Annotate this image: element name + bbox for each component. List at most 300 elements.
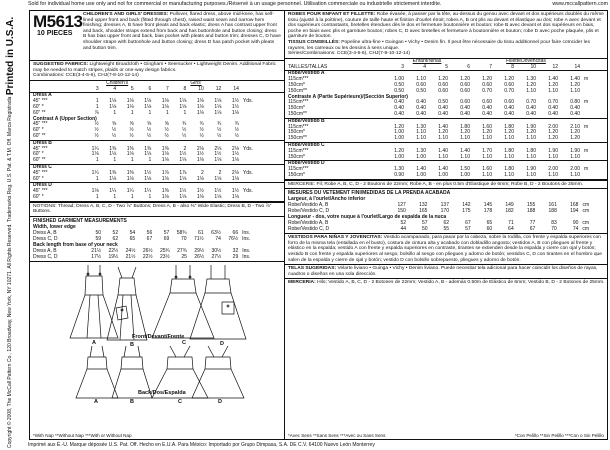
- notions-text: NOTIONS: Thread; Dress A, B, C, D - Two ⅞" Buttons; Dress A, B - also ⅜" Wide Elastic; Dress B, D - Two ⅞" Buttons.: [33, 203, 272, 215]
- yardage-value: 1.10: [570, 87, 580, 94]
- yardage-value: 1⅛: [179, 103, 187, 110]
- yardage-value: ½: [205, 134, 223, 140]
- fabric-width: 45" ***: [33, 145, 48, 152]
- unit: Yds.: [242, 145, 253, 152]
- size-header: 4: [100, 87, 118, 93]
- yardage-value: 1.80: [460, 123, 470, 130]
- fabric-width: 60" **: [30, 134, 82, 140]
- yardage-value: ⅝: [147, 121, 152, 128]
- yardage-value: 1.20: [394, 123, 404, 130]
- measurement-value: 23½: [159, 253, 170, 260]
- unit: Yds.: [242, 169, 253, 176]
- yardage-value: 0.70: [482, 87, 492, 94]
- yardage-value: 1⅛: [214, 103, 222, 110]
- label-back-d: D: [218, 398, 222, 405]
- merceria-text: Hilo; Vestido A, B, C, D - 2 Botones de 22mm; Vestido A, B - además 0.50m de Elástico de 6mm; Vestido B, D - 2 Botones de 25mm.: [317, 280, 605, 286]
- measurement-value: 44: [400, 226, 406, 233]
- yardage-value: 1⅜: [161, 145, 169, 152]
- yardage-value: 1⅞: [161, 169, 169, 176]
- yardage-value: 1⅞: [179, 169, 187, 176]
- yardage-value: 1: [100, 158, 118, 164]
- measurement-label: Robe/Vestido C, D: [288, 226, 330, 233]
- yardage-value: 1.10: [515, 173, 537, 179]
- front-dress-d: [190, 265, 246, 339]
- yardage-row: [285, 173, 608, 179]
- yardage-value: 1.40: [416, 166, 426, 173]
- fabric-width: 45" ***: [33, 98, 48, 105]
- measurement-value: 19½: [108, 253, 119, 260]
- yardage-value: 0.60: [438, 81, 448, 88]
- measurement-value: 58¾: [176, 229, 187, 236]
- tissus-text: Popeline ultra-fine • Guingan • Vichy • Denim fin. Il peut être nécessaire du tissu additionnel pour faire coïncider les rayures, les carreaux ou les dessins à sens unique.: [288, 39, 590, 51]
- yardage-value: 1⅜: [126, 169, 134, 176]
- label-front-a: A: [92, 339, 96, 346]
- size-header: 7: [471, 65, 493, 71]
- yardage-value: 1⅛: [100, 177, 118, 183]
- childrens-label: Children's: [106, 79, 129, 86]
- measurement-value: 29: [232, 253, 239, 260]
- yardage-value: ½: [111, 127, 117, 134]
- nap-legend: *With Nap **Without Nap ***With or Without Nap: [33, 433, 132, 438]
- yardage-value: 1.60: [482, 123, 492, 130]
- suggested-fabrics: [30, 61, 284, 81]
- yardage-value: 1.00: [405, 155, 427, 161]
- mesures-title: MESURES DU VETEMENT FINI/MEDIDAS DE LA PRENDA ACABADA: [288, 190, 451, 197]
- yardage-value: 1.10: [559, 173, 581, 179]
- measurement-row: [288, 226, 605, 232]
- fabric-width: 60" **: [30, 158, 82, 164]
- fabric-width: 150cm**: [288, 87, 307, 94]
- yardage-value: 1⅛: [117, 177, 135, 183]
- yardage-value: ⅝: [164, 121, 169, 128]
- measurement-label: Robe/Vestido A, B: [288, 220, 329, 227]
- measurement-label: Robe/Vestido C, D: [288, 208, 330, 215]
- yardage-value: 1⅛: [214, 109, 222, 116]
- yardage-value: 1.10: [449, 155, 471, 161]
- yardage-value: 1: [165, 109, 169, 116]
- measurement-value: 32: [232, 247, 239, 254]
- fabric-width: 150cm**: [285, 136, 383, 142]
- back-dress-d: [192, 346, 244, 398]
- yardage-value: 0.40: [482, 105, 492, 112]
- measurement-unit: Ins.: [242, 229, 251, 236]
- measurement-value: 188: [548, 208, 557, 215]
- view-heading: Robe/Vestido D: [288, 160, 325, 167]
- yardage-value: 1½: [231, 151, 239, 158]
- series-text: Séries/Combinaisons: CCE(3-4-5-6), CHJ(7-8-10-12-14): [288, 51, 411, 57]
- width-label: Width, lower edge: [33, 223, 76, 230]
- measurement-value: 27¾: [177, 247, 187, 254]
- yardage-value: 2.00: [548, 123, 558, 130]
- merceria: [285, 279, 608, 287]
- size-header: 14: [222, 87, 240, 93]
- size-header: 3: [383, 65, 405, 71]
- yardage-value: 0.90: [383, 173, 405, 179]
- yardage-value: 1.10: [405, 136, 427, 142]
- measurement-value: 50: [421, 226, 428, 233]
- yardage-value: 1⅛: [91, 188, 99, 195]
- yardage-value: 1½: [231, 103, 239, 110]
- fabric-width: 45" ***: [33, 188, 48, 195]
- measurement-value: 149: [505, 202, 514, 209]
- fabric-width: 150cm*: [285, 173, 383, 179]
- measurement-value: 22½: [108, 247, 119, 254]
- yardage-value: ½: [170, 134, 188, 140]
- measurement-value: 21½: [91, 247, 102, 254]
- yardage-value: ½: [100, 134, 118, 140]
- yardage-value: 1.50: [460, 166, 470, 173]
- measurement-value: 62: [443, 220, 450, 227]
- yardage-value: 1.00: [449, 173, 471, 179]
- measurement-label: Dress A, B: [33, 247, 57, 254]
- instruction-sheet: [29, 10, 608, 440]
- unit: m: [584, 76, 589, 83]
- yardage-value: 1⅛: [205, 195, 223, 201]
- measurement-value: 56: [146, 229, 153, 236]
- back-caption: Back/Dos/Espalda: [138, 389, 186, 396]
- yardage-value: 1⅛: [109, 151, 117, 158]
- yardage-value: 1⅛: [152, 195, 170, 201]
- longueur-label: Longueur - dos, votre nuque à l'ourlet/Largo de espalda de la nuca: [288, 214, 447, 221]
- fabric-width: 60" *: [30, 195, 82, 201]
- measurement-value: 25¾: [159, 247, 170, 254]
- yardage-value: 1.00: [394, 76, 404, 83]
- yardage-value: ¾: [234, 121, 239, 128]
- measurement-value: 63½: [211, 229, 221, 236]
- pieces-count: 10 PIECES: [37, 30, 73, 37]
- yardage-value: 1⅛: [196, 103, 204, 110]
- label-front-d: D: [220, 340, 224, 347]
- measurement-value: 145: [483, 202, 493, 209]
- yardage-value: 1.10: [471, 173, 493, 179]
- yardage-value: 0.40: [383, 112, 405, 118]
- measurement-value: 64: [508, 226, 514, 233]
- yardage-value: 1⅜: [126, 145, 134, 152]
- metric-table-wrap: [285, 58, 608, 180]
- yardage-value: ¾: [182, 121, 187, 128]
- fabric-width: 60" *: [30, 177, 82, 183]
- yardage-value: 1.40: [438, 166, 448, 173]
- yardage-value: ⅞: [94, 109, 99, 116]
- top-url[interactable]: www.mccallpattern.com: [552, 1, 608, 7]
- yardage-value: 1⅛: [187, 195, 205, 201]
- yardage-value: 1½: [196, 188, 204, 195]
- measurement-label: Dress C, D: [33, 253, 58, 260]
- size-header: 6: [449, 65, 471, 71]
- fabric-width: 150cm*: [288, 81, 305, 88]
- yardage-value: 1.40: [548, 76, 558, 83]
- measurement-value: 77: [529, 220, 536, 227]
- yardage-value: 1.20: [460, 129, 470, 136]
- fabric-width: 150cm**: [285, 112, 383, 118]
- yardage-value: 1½: [196, 151, 204, 158]
- yardage-value: 1: [82, 158, 100, 164]
- yardage-value: 1½: [214, 151, 222, 158]
- measurement-value: 27½: [211, 253, 222, 260]
- yardage-value: 1.00: [405, 173, 427, 179]
- yardage-value: 1¼: [91, 169, 99, 176]
- measurement-value: 142: [462, 202, 471, 209]
- yardage-value: 2⅛: [196, 145, 204, 152]
- yardage-value: 1: [130, 109, 134, 116]
- size-header: 8: [493, 65, 515, 71]
- size-header: 6: [135, 87, 153, 93]
- yardage-value: 1: [95, 103, 99, 110]
- unit: Yds.: [242, 188, 253, 195]
- measurement-value: 52: [112, 229, 119, 236]
- yardage-value: 0.80: [570, 99, 580, 106]
- label-back-b: B: [130, 398, 134, 405]
- yardage-value: 1.90: [548, 147, 558, 154]
- yardage-value: 1.20: [438, 129, 448, 136]
- measurement-unit: cm: [582, 226, 590, 233]
- yardage-value: 0.40: [394, 105, 404, 112]
- yardage-value: 1.20: [548, 81, 558, 88]
- measurement-value: 26½: [194, 253, 205, 260]
- description-text: Pullover, flared dress, above mid-knee, has self-lined upper front and back (fitted through chest), raised waist seam and narrow hem finishing; dresses A, B have front pleats and back elastic; dress A has contrast upper front and back, shoulder straps extend from back and has buttonhole and button closing; dress B has bias upper front and back, bias pocket with pleats and button trim; dresses C, D have shoulder straps with buttonhole and button closing; dress D has patch pocket with pleats and button trim.: [83, 12, 281, 51]
- yardage-value: 1.80: [526, 147, 536, 154]
- spanish-description: [285, 234, 608, 265]
- yardage-value: ⅝: [129, 121, 134, 128]
- mercerie-text: MERCERIE: Fil; Robe A, B, C, D - 2 Boutons de 22mm; Robe A, B - en plus 0.5m d'Élastique de 6mm; Robe B, D - 2 Boutons de 25mm.: [288, 181, 584, 187]
- measurement-value: 24½: [125, 247, 136, 254]
- measurement-unit: cm: [582, 208, 590, 215]
- measurement-row: [33, 254, 281, 260]
- pattern-code: M5613: [33, 12, 83, 31]
- measurement-value: 65: [129, 235, 136, 242]
- yardage-value: 1.80: [504, 123, 514, 130]
- yardage-value: 0.40: [526, 105, 536, 112]
- yardage-value: 0.60: [504, 99, 514, 106]
- yardage-value: 0.40: [559, 112, 581, 118]
- metric-yardage-table: [285, 59, 608, 180]
- yardage-value: 1.40: [438, 147, 448, 154]
- yardage-value: 0.70: [526, 99, 536, 106]
- yardage-value: 1.20: [504, 76, 514, 83]
- yardage-value: ½: [199, 127, 204, 134]
- yardage-value: 1.40: [570, 76, 580, 83]
- fabric-width: 115cm***: [288, 123, 309, 130]
- yardage-value: 1⅛: [161, 98, 169, 105]
- measurement-value: 71½: [193, 235, 204, 242]
- technical-drawings: [30, 262, 284, 409]
- yardage-value: 2: [218, 169, 222, 176]
- yardage-value: 1⅛: [126, 103, 134, 110]
- view-heading: Contraste A (Partie Supérieure)/(Sección Superior): [288, 93, 408, 100]
- yardage-value: 1⅛: [144, 151, 152, 158]
- measurement-value: 83: [551, 220, 557, 227]
- measurement-label: Dress C, D: [33, 235, 58, 242]
- yardage-value: 1⅛: [170, 177, 188, 183]
- size-header: 7: [152, 87, 170, 93]
- yardage-value: 1.30: [526, 76, 536, 83]
- yardage-value: 0.60: [482, 81, 492, 88]
- yardage-value: 1: [135, 158, 153, 164]
- yardage-value: 1.20: [526, 129, 536, 136]
- measurement-value: 168: [570, 202, 579, 209]
- view-heading: Dress A: [33, 92, 52, 99]
- measurement-value: 69: [163, 235, 170, 242]
- yardage-value: ½: [152, 134, 170, 140]
- yardage-value: 1½: [214, 188, 222, 195]
- yardage-table: [30, 81, 284, 202]
- measurement-value: 61: [198, 229, 204, 236]
- view-heading: Dress C: [33, 163, 52, 170]
- yardage-value: 1.20: [482, 76, 492, 83]
- yardage-value: 1.10: [515, 136, 537, 142]
- side-copyright-text: Copyright © 2008, The McCall Pattern Co., 120 Broadway, New York, NY 10271. All Rights Reserved. Trademarks Reg. U.S. Pat. & T.M. Off. Marca Registrada: [7, 96, 13, 448]
- unit: m: [584, 166, 589, 173]
- yardage-value: 1.10: [537, 155, 559, 161]
- yardage-value: ½: [217, 127, 222, 134]
- measurement-value: 57: [163, 229, 170, 236]
- yardage-value: 2.00: [548, 166, 558, 173]
- nap-legend-fr: *Avec Sens **Sans Sens ***Avec ou Sans Sens: [288, 433, 386, 438]
- yardage-value: 1½: [231, 188, 239, 195]
- measurement-value: 67: [529, 226, 536, 233]
- side-copyright: [3, 3, 14, 448]
- yardage-value: 2: [183, 145, 187, 152]
- yardage-value: 1⅛: [161, 151, 169, 158]
- front-dress-a: [70, 265, 118, 338]
- yardage-value: 0.50: [394, 81, 404, 88]
- measurement-value: 150: [397, 208, 406, 215]
- yardage-value: 1¼: [109, 188, 117, 195]
- yardage-value: 1.10: [493, 173, 515, 179]
- yardage-value: 0.40: [471, 112, 493, 118]
- front-caption: Front/Devant/Frente: [132, 333, 185, 340]
- yardage-value: 1½: [144, 169, 152, 176]
- top-notice-text: Sold for individual home use only and not for commercial or manufacturing purposes./Réservé à un usage personnel. Utilisation commerciale ou industrielle strictement interdite.: [28, 1, 442, 7]
- measurement-value: 74: [215, 235, 221, 242]
- yardage-value: 1.00: [394, 129, 404, 136]
- top-notice: [28, 1, 608, 7]
- yardage-value: 1.10: [449, 136, 471, 142]
- measurement-value: 70: [180, 235, 187, 242]
- yardage-value: 0.40: [570, 105, 580, 112]
- yardage-value: 1.40: [438, 123, 448, 130]
- yardage-value: 1.30: [416, 123, 426, 130]
- fabric-width: 60" *: [33, 127, 44, 134]
- yardage-value: 2⅛: [214, 145, 222, 152]
- size-header: 12: [537, 65, 559, 71]
- view-heading: Robe/Vestido C: [288, 141, 325, 148]
- telas-title: TELAS SUGERIDAS:: [288, 266, 337, 272]
- yardage-value: 1⅛: [196, 109, 204, 116]
- yardage-value: 0.40: [416, 105, 426, 112]
- measurement-value: 137: [440, 202, 449, 209]
- measurement-value: 60: [486, 226, 493, 233]
- yardage-value: 1⅛: [222, 195, 240, 201]
- measurement-value: 170: [440, 208, 449, 215]
- yardage-value: 1⅛: [205, 177, 223, 183]
- measurement-value: 155: [526, 202, 536, 209]
- girls-label: Girls': [190, 79, 202, 86]
- measurement-value: 127: [397, 202, 406, 209]
- yardage-value: ¾: [217, 121, 222, 128]
- merceria-title: MERCERIA:: [288, 280, 316, 286]
- size-header: 5: [427, 65, 449, 71]
- measurement-value: 54: [129, 229, 136, 236]
- yardage-value: 1⅜: [161, 188, 169, 195]
- notions: [30, 203, 284, 217]
- yardage-value: 0.40: [460, 105, 470, 112]
- label-back-c: C: [178, 398, 182, 405]
- finished-title: FINISHED GARMENT MEASUREMENTS: [33, 217, 127, 224]
- measurement-unit: cm: [582, 220, 590, 227]
- yardage-value: ½: [222, 134, 240, 140]
- measurement-value: 90: [572, 220, 579, 227]
- yardage-value: 1: [117, 195, 135, 201]
- measurement-value: 76½: [228, 235, 239, 242]
- yardage-value: 1.90: [570, 147, 580, 154]
- yardage-value: 1: [148, 109, 152, 116]
- measurement-unit: Ins.: [242, 235, 251, 242]
- fabric-width: 60" *: [33, 103, 44, 110]
- measurement-value: 30½: [211, 247, 222, 254]
- yardage-value: 1⅛: [196, 98, 204, 105]
- yardage-value: 0.70: [504, 87, 514, 94]
- view-heading: Dress D: [33, 182, 52, 189]
- yardage-value: 1.20: [559, 136, 581, 142]
- measurement-value: 65: [486, 220, 493, 227]
- size-header: 10: [515, 65, 537, 71]
- view-heading: Robe/Vestido B: [288, 117, 325, 124]
- size-header: 5: [117, 87, 135, 93]
- yardage-value: ½: [82, 134, 100, 140]
- yardage-value: 1⅛: [152, 158, 170, 164]
- front-dress-b: [107, 267, 147, 340]
- spanish-text: Vestido acampanado, para pasar por la cabeza, sobre la rodilla, con frente y espalda superiores con forro de la misma tela (entallada en el busto), costura de cintura alta y acabado con dobladillo angosto; vestidos A, B con pliegues al frente y elástico en la espalda; vestido A con frente y espalda superiores en contraste, tirantes se extienden desde la espalda y cierre con ojal y botón; vestido B con frente y espalda superiores al sesgo, bolsillo al sesgo con pliegues y adorno de botón; vestidos C, D con tirantes en el hombro que salen de la espalda y cierre de ojal y botón; vestido D con bolsillo sobrepuesto, pliegues y adorno de botón.: [288, 235, 603, 263]
- yardage-value: 0.60: [460, 87, 470, 94]
- yardage-value: ½: [117, 134, 135, 140]
- tailles-label: TAILLES/TALLAS: [285, 65, 383, 71]
- width-table: [33, 230, 281, 242]
- header: [30, 11, 284, 61]
- yardage-value: 1: [183, 109, 187, 116]
- yardage-value: 1⅛: [170, 158, 188, 164]
- metric-width-table: [288, 202, 605, 214]
- view-heading: Contrast A (Upper Section): [33, 115, 97, 122]
- yardage-value: 1.10: [493, 136, 515, 142]
- yardage-value: ½: [182, 127, 187, 134]
- fabric-width: 60" **: [33, 109, 46, 116]
- measurement-value: 74: [572, 226, 579, 233]
- yardage-value: 1⅛: [109, 98, 117, 105]
- yardage-value: 1½: [179, 188, 187, 195]
- yardage-value: ¾: [199, 121, 204, 128]
- yardage-value: 1⅛: [126, 151, 134, 158]
- pattern-code-box: [30, 11, 83, 60]
- measurement-value: 57: [421, 220, 428, 227]
- yardage-value: 1.20: [537, 136, 559, 142]
- french-title: ROBES POUR ENFANT ET FILLETTE:: [288, 12, 376, 17]
- yardage-value: 0.60: [460, 99, 470, 106]
- measurement-label: Robe/Vestido A, B: [288, 202, 329, 209]
- measurement-value: 132: [419, 202, 428, 209]
- fabric-width: 150cm*: [288, 129, 305, 136]
- yardage-value: 1.00: [383, 155, 405, 161]
- yardage-value: 0.40: [427, 112, 449, 118]
- yardage-value: 0.40: [405, 112, 427, 118]
- yardage-value: 1.20: [548, 129, 558, 136]
- yardage-value: 0.60: [438, 87, 448, 94]
- measurement-value: 178: [483, 208, 493, 215]
- metric-nap-legend: [288, 433, 604, 438]
- metric-length-table: [288, 220, 605, 232]
- yardage-value: 0.50: [438, 99, 448, 106]
- yardage-value: 1¼: [144, 188, 152, 195]
